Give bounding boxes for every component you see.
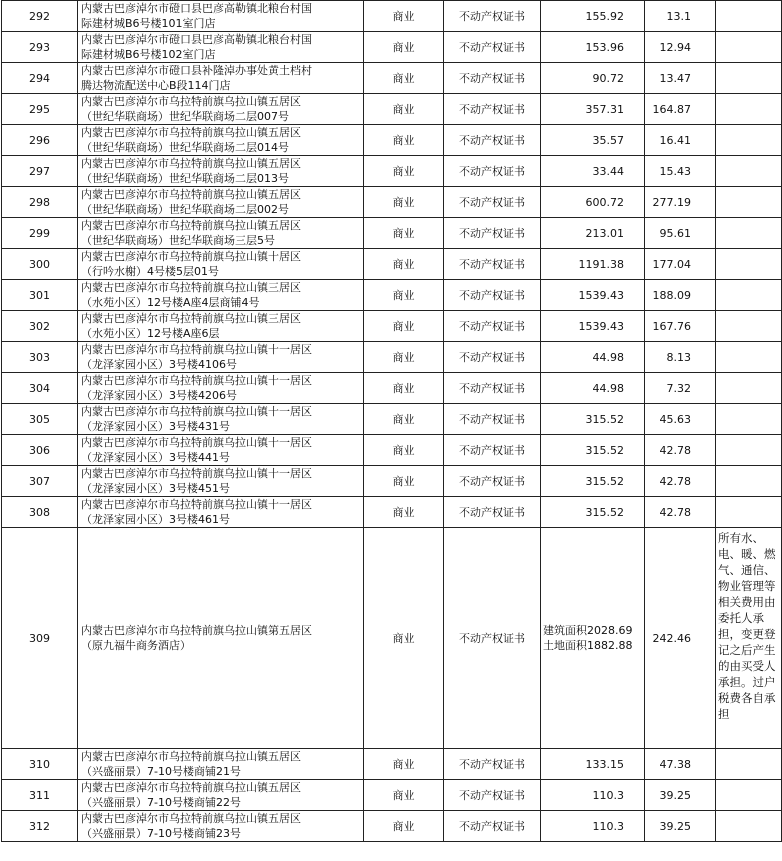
area-value: 90.72 bbox=[592, 71, 624, 85]
use-cell: 商业 bbox=[364, 63, 444, 94]
area-value: 357.31 bbox=[585, 102, 624, 116]
table-row bbox=[2, 32, 782, 63]
table-body bbox=[2, 1, 782, 842]
table-row bbox=[2, 311, 782, 342]
table-row bbox=[2, 435, 782, 466]
note-cell bbox=[716, 404, 782, 435]
area-value: 600.72 bbox=[585, 195, 624, 209]
area-cell bbox=[541, 466, 645, 497]
address-cell bbox=[78, 280, 364, 311]
note-cell bbox=[716, 187, 782, 218]
address-cell bbox=[78, 373, 364, 404]
address-line: 腾达物流配送中心B段114门店 bbox=[81, 79, 231, 92]
row-number: 302 bbox=[2, 311, 78, 342]
address-line: （龙泽家园小区）3号楼461号 bbox=[81, 513, 230, 526]
address-cell bbox=[78, 404, 364, 435]
table-row bbox=[2, 749, 782, 780]
note-cell bbox=[716, 466, 782, 497]
table-row bbox=[2, 94, 782, 125]
address-line: 内蒙古巴彦淖尔市乌拉特前旗乌拉山镇五居区 bbox=[81, 812, 301, 825]
note-cell bbox=[716, 435, 782, 466]
area-value: 133.15 bbox=[585, 757, 624, 771]
area-cell bbox=[541, 811, 645, 842]
use-cell: 商业 bbox=[364, 497, 444, 528]
use-cell: 商业 bbox=[364, 435, 444, 466]
use-cell: 商业 bbox=[364, 780, 444, 811]
row-number: 309 bbox=[2, 528, 78, 749]
price-cell: 16.41 bbox=[645, 125, 716, 156]
address-cell bbox=[78, 1, 364, 32]
address-line: 内蒙古巴彦淖尔市乌拉特前旗乌拉山镇五居区 bbox=[81, 126, 301, 139]
address-line: 内蒙古巴彦淖尔市乌拉特前旗乌拉山镇三居区 bbox=[81, 281, 301, 294]
note-cell bbox=[716, 63, 782, 94]
address-line: （世纪华联商场）世纪华联商场二层002号 bbox=[81, 203, 289, 216]
area-cell bbox=[541, 1, 645, 32]
address-line: （水苑小区）12号楼A座6层 bbox=[81, 327, 220, 340]
address-line: 内蒙古巴彦淖尔市乌拉特前旗乌拉山镇十一居区 bbox=[81, 436, 312, 449]
certificate-cell: 不动产权证书 bbox=[444, 32, 541, 63]
table-row bbox=[2, 497, 782, 528]
row-number: 306 bbox=[2, 435, 78, 466]
area-cell bbox=[541, 280, 645, 311]
use-cell: 商业 bbox=[364, 32, 444, 63]
price-cell: 39.25 bbox=[645, 780, 716, 811]
use-cell: 商业 bbox=[364, 1, 444, 32]
address-line: 内蒙古巴彦淖尔市乌拉特前旗乌拉山镇三居区 bbox=[81, 312, 301, 325]
address-cell bbox=[78, 528, 364, 749]
property-table bbox=[1, 0, 782, 842]
address-cell bbox=[78, 32, 364, 63]
table-row bbox=[2, 249, 782, 280]
certificate-cell: 不动产权证书 bbox=[444, 218, 541, 249]
address-line: 内蒙古巴彦淖尔市磴口县补隆淖办事处黄土档村 bbox=[81, 64, 312, 77]
certificate-cell: 不动产权证书 bbox=[444, 156, 541, 187]
address-line: 内蒙古巴彦淖尔市乌拉特前旗乌拉山镇十一居区 bbox=[81, 467, 312, 480]
address-line: （世纪华联商场）世纪华联商场三层5号 bbox=[81, 234, 275, 247]
note-cell bbox=[716, 528, 782, 749]
area-cell bbox=[541, 749, 645, 780]
price-cell: 13.47 bbox=[645, 63, 716, 94]
row-number: 292 bbox=[2, 1, 78, 32]
note-cell bbox=[716, 218, 782, 249]
area-value: 110.3 bbox=[592, 819, 624, 833]
address-line: 内蒙古巴彦淖尔市乌拉特前旗乌拉山镇十一居区 bbox=[81, 374, 312, 387]
address-line: （原九福牛商务酒店） bbox=[81, 639, 191, 652]
area-cell bbox=[541, 528, 645, 749]
area-value: 153.96 bbox=[585, 40, 624, 54]
row-number: 310 bbox=[2, 749, 78, 780]
certificate-cell: 不动产权证书 bbox=[444, 1, 541, 32]
address-line: （世纪华联商场）世纪华联商场二层007号 bbox=[81, 110, 289, 123]
address-line: （龙泽家园小区）3号楼441号 bbox=[81, 451, 230, 464]
area-cell bbox=[541, 63, 645, 94]
area-value: 1539.43 bbox=[578, 319, 624, 333]
address-line: 内蒙古巴彦淖尔市乌拉特前旗乌拉山镇十一居区 bbox=[81, 405, 312, 418]
address-cell bbox=[78, 218, 364, 249]
note-cell bbox=[716, 125, 782, 156]
price-cell: 95.61 bbox=[645, 218, 716, 249]
address-cell bbox=[78, 311, 364, 342]
area-cell bbox=[541, 342, 645, 373]
address-cell bbox=[78, 187, 364, 218]
address-cell bbox=[78, 435, 364, 466]
certificate-cell: 不动产权证书 bbox=[444, 404, 541, 435]
address-cell bbox=[78, 497, 364, 528]
table-row bbox=[2, 780, 782, 811]
certificate-cell: 不动产权证书 bbox=[444, 749, 541, 780]
table-row bbox=[2, 280, 782, 311]
area-value: 213.01 bbox=[585, 226, 624, 240]
area-value: 1191.38 bbox=[578, 257, 624, 271]
address-cell bbox=[78, 125, 364, 156]
address-line: （龙泽家园小区）3号楼4206号 bbox=[81, 389, 237, 402]
price-cell: 177.04 bbox=[645, 249, 716, 280]
use-cell: 商业 bbox=[364, 528, 444, 749]
use-cell: 商业 bbox=[364, 249, 444, 280]
row-number: 303 bbox=[2, 342, 78, 373]
use-cell: 商业 bbox=[364, 125, 444, 156]
address-line: （龙泽家园小区）3号楼4106号 bbox=[81, 358, 237, 371]
use-cell: 商业 bbox=[364, 156, 444, 187]
note-cell bbox=[716, 94, 782, 125]
address-line: 内蒙古巴彦淖尔市乌拉特前旗乌拉山镇十一居区 bbox=[81, 498, 312, 511]
area-cell bbox=[541, 373, 645, 404]
table-row bbox=[2, 342, 782, 373]
use-cell: 商业 bbox=[364, 373, 444, 404]
area-value: 155.92 bbox=[585, 9, 624, 23]
certificate-cell: 不动产权证书 bbox=[444, 497, 541, 528]
address-line: （世纪华联商场）世纪华联商场二层013号 bbox=[81, 172, 289, 185]
certificate-cell: 不动产权证书 bbox=[444, 435, 541, 466]
area-cell bbox=[541, 435, 645, 466]
area-value: 建筑面积2028.69 bbox=[543, 624, 633, 637]
address-line: （世纪华联商场）世纪华联商场二层014号 bbox=[81, 141, 289, 154]
area-value: 44.98 bbox=[592, 381, 624, 395]
address-line: 际建材城B6号楼101室门店 bbox=[81, 17, 216, 30]
row-number: 296 bbox=[2, 125, 78, 156]
table-row bbox=[2, 373, 782, 404]
use-cell: 商业 bbox=[364, 342, 444, 373]
use-cell: 商业 bbox=[364, 311, 444, 342]
use-cell: 商业 bbox=[364, 187, 444, 218]
price-cell: 12.94 bbox=[645, 32, 716, 63]
address-line: 内蒙古巴彦淖尔市乌拉特前旗乌拉山镇第五居区 bbox=[81, 624, 312, 637]
area-value: 1539.43 bbox=[578, 288, 624, 302]
area-value: 44.98 bbox=[592, 350, 624, 364]
table-row bbox=[2, 466, 782, 497]
certificate-cell: 不动产权证书 bbox=[444, 811, 541, 842]
area-cell bbox=[541, 404, 645, 435]
note-cell bbox=[716, 373, 782, 404]
table-row bbox=[2, 156, 782, 187]
address-cell bbox=[78, 249, 364, 280]
price-cell: 242.46 bbox=[645, 528, 716, 749]
row-number: 301 bbox=[2, 280, 78, 311]
address-line: 内蒙古巴彦淖尔市乌拉特前旗乌拉山镇十居区 bbox=[81, 250, 301, 263]
use-cell: 商业 bbox=[364, 466, 444, 497]
price-cell: 15.43 bbox=[645, 156, 716, 187]
price-cell: 45.63 bbox=[645, 404, 716, 435]
table-row bbox=[2, 811, 782, 842]
note-cell bbox=[716, 749, 782, 780]
certificate-cell: 不动产权证书 bbox=[444, 125, 541, 156]
row-number: 299 bbox=[2, 218, 78, 249]
note-cell bbox=[716, 311, 782, 342]
use-cell: 商业 bbox=[364, 749, 444, 780]
area-value: 315.52 bbox=[585, 474, 624, 488]
address-cell bbox=[78, 466, 364, 497]
row-number: 298 bbox=[2, 187, 78, 218]
use-cell: 商业 bbox=[364, 218, 444, 249]
area-value: 110.3 bbox=[592, 788, 624, 802]
address-cell bbox=[78, 749, 364, 780]
address-line: 内蒙古巴彦淖尔市乌拉特前旗乌拉山镇五居区 bbox=[81, 781, 301, 794]
price-cell: 42.78 bbox=[645, 435, 716, 466]
use-cell: 商业 bbox=[364, 280, 444, 311]
price-cell: 42.78 bbox=[645, 497, 716, 528]
use-cell: 商业 bbox=[364, 94, 444, 125]
certificate-cell: 不动产权证书 bbox=[444, 280, 541, 311]
row-number: 305 bbox=[2, 404, 78, 435]
price-cell: 167.76 bbox=[645, 311, 716, 342]
row-number: 295 bbox=[2, 94, 78, 125]
area-cell bbox=[541, 249, 645, 280]
table-row bbox=[2, 125, 782, 156]
table-row bbox=[2, 404, 782, 435]
note-cell bbox=[716, 156, 782, 187]
address-line: 内蒙古巴彦淖尔市乌拉特前旗乌拉山镇五居区 bbox=[81, 157, 301, 170]
area-cell bbox=[541, 156, 645, 187]
address-line: （兴盛丽景）7-10号楼商铺22号 bbox=[81, 796, 241, 809]
address-line: （水苑小区）12号楼A座4层商铺4号 bbox=[81, 296, 260, 309]
price-cell: 164.87 bbox=[645, 94, 716, 125]
certificate-cell: 不动产权证书 bbox=[444, 63, 541, 94]
use-cell: 商业 bbox=[364, 811, 444, 842]
row-number: 294 bbox=[2, 63, 78, 94]
note-cell bbox=[716, 1, 782, 32]
address-line: （龙泽家园小区）3号楼451号 bbox=[81, 482, 230, 495]
use-cell: 商业 bbox=[364, 404, 444, 435]
area-cell bbox=[541, 125, 645, 156]
note-cell bbox=[716, 342, 782, 373]
area-cell bbox=[541, 780, 645, 811]
row-number: 307 bbox=[2, 466, 78, 497]
price-cell: 277.19 bbox=[645, 187, 716, 218]
area-value: 土地面积1882.88 bbox=[543, 639, 633, 652]
address-line: （行吟水榭）4号楼5层01号 bbox=[81, 265, 219, 278]
address-cell bbox=[78, 156, 364, 187]
area-cell bbox=[541, 497, 645, 528]
address-cell bbox=[78, 811, 364, 842]
price-cell: 8.13 bbox=[645, 342, 716, 373]
address-line: （龙泽家园小区）3号楼431号 bbox=[81, 420, 230, 433]
certificate-cell: 不动产权证书 bbox=[444, 780, 541, 811]
address-line: 内蒙古巴彦淖尔市乌拉特前旗乌拉山镇五居区 bbox=[81, 188, 301, 201]
area-cell bbox=[541, 218, 645, 249]
certificate-cell: 不动产权证书 bbox=[444, 342, 541, 373]
address-cell bbox=[78, 63, 364, 94]
area-cell bbox=[541, 187, 645, 218]
note-cell bbox=[716, 497, 782, 528]
row-number: 304 bbox=[2, 373, 78, 404]
area-value: 315.52 bbox=[585, 505, 624, 519]
note-cell bbox=[716, 249, 782, 280]
note-cell bbox=[716, 811, 782, 842]
row-number: 300 bbox=[2, 249, 78, 280]
row-number: 311 bbox=[2, 780, 78, 811]
area-value: 315.52 bbox=[585, 412, 624, 426]
area-value: 315.52 bbox=[585, 443, 624, 457]
certificate-cell: 不动产权证书 bbox=[444, 528, 541, 749]
address-line: 内蒙古巴彦淖尔市磴口县巴彦高勒镇北粮台村国 bbox=[81, 2, 312, 15]
area-cell bbox=[541, 311, 645, 342]
row-number: 308 bbox=[2, 497, 78, 528]
price-cell: 188.09 bbox=[645, 280, 716, 311]
table-row bbox=[2, 63, 782, 94]
area-value: 33.44 bbox=[592, 164, 624, 178]
address-line: （兴盛丽景）7-10号楼商铺21号 bbox=[81, 765, 241, 778]
address-line: 内蒙古巴彦淖尔市乌拉特前旗乌拉山镇五居区 bbox=[81, 750, 301, 763]
area-value: 35.57 bbox=[592, 133, 624, 147]
address-line: 内蒙古巴彦淖尔市乌拉特前旗乌拉山镇五居区 bbox=[81, 219, 301, 232]
certificate-cell: 不动产权证书 bbox=[444, 373, 541, 404]
area-cell bbox=[541, 32, 645, 63]
price-cell: 39.25 bbox=[645, 811, 716, 842]
address-cell bbox=[78, 342, 364, 373]
price-cell: 47.38 bbox=[645, 749, 716, 780]
row-number: 312 bbox=[2, 811, 78, 842]
row-number: 293 bbox=[2, 32, 78, 63]
certificate-cell: 不动产权证书 bbox=[444, 311, 541, 342]
address-cell bbox=[78, 780, 364, 811]
table-row bbox=[2, 218, 782, 249]
table-row bbox=[2, 528, 782, 749]
price-cell: 7.32 bbox=[645, 373, 716, 404]
certificate-cell: 不动产权证书 bbox=[444, 187, 541, 218]
row-number: 297 bbox=[2, 156, 78, 187]
note-text: 所有水、电、暖、燃气、通信、物业管理等相关费用由委托人承担，变更登记之后产生的由买受人承担。过户税费各自承担 bbox=[718, 531, 776, 721]
table-row bbox=[2, 1, 782, 32]
address-line: 内蒙古巴彦淖尔市乌拉特前旗乌拉山镇五居区 bbox=[81, 95, 301, 108]
address-line: （兴盛丽景）7-10号楼商铺23号 bbox=[81, 827, 241, 840]
area-cell bbox=[541, 94, 645, 125]
price-cell: 42.78 bbox=[645, 466, 716, 497]
note-cell bbox=[716, 780, 782, 811]
note-cell bbox=[716, 32, 782, 63]
price-cell: 13.1 bbox=[645, 1, 716, 32]
note-cell bbox=[716, 280, 782, 311]
address-cell bbox=[78, 94, 364, 125]
certificate-cell: 不动产权证书 bbox=[444, 466, 541, 497]
address-line: 内蒙古巴彦淖尔市磴口县巴彦高勒镇北粮台村国 bbox=[81, 33, 312, 46]
certificate-cell: 不动产权证书 bbox=[444, 249, 541, 280]
address-line: 内蒙古巴彦淖尔市乌拉特前旗乌拉山镇十一居区 bbox=[81, 343, 312, 356]
table-row bbox=[2, 187, 782, 218]
address-line: 际建材城B6号楼102室门店 bbox=[81, 48, 216, 61]
certificate-cell: 不动产权证书 bbox=[444, 94, 541, 125]
